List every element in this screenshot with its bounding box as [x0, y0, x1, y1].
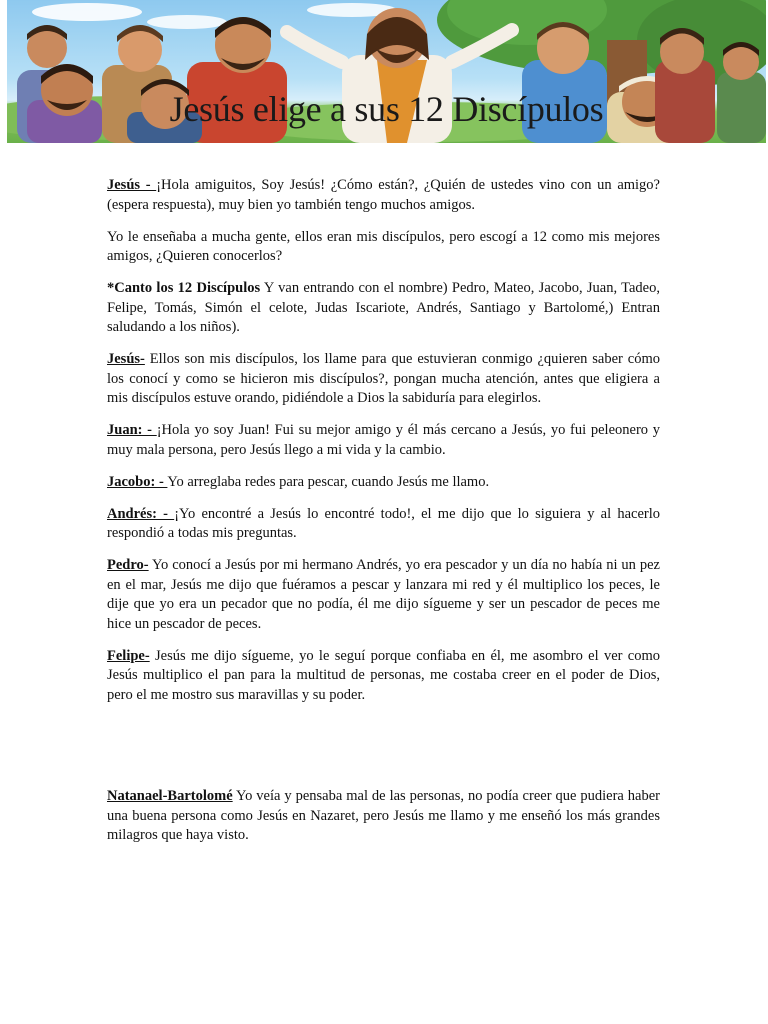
speaker-label: Felipe- — [107, 647, 150, 664]
paragraph-text: Yo veía y pensaba mal de las personas, no podía creer que pudiera haber una buena persona como Jesús en Nazaret, pero Jesús me llamo y me enseñó los más grandes milagros que haya visto. — [107, 788, 660, 843]
paragraph — [107, 647, 660, 706]
paragraph — [107, 473, 660, 493]
paragraph — [107, 505, 660, 544]
paragraph-text: ¡Yo encontré a Jesús lo encontré todo!, el me dijo que lo siguiera y al hacerlo respondió a todas mis preguntas. — [107, 505, 660, 541]
speaker-label: Juan: - — [107, 422, 157, 438]
speaker-label: Andrés: - — [107, 505, 175, 522]
speaker-label: Jesús - — [107, 177, 157, 193]
paragraph-text: Yo conocí a Jesús por mi hermano Andrés, yo era pescador y un día no había ni un pez en el mar, Jesús me dijo que fuéramos a pescar y lanzara mi red y él multiplico los peces, le dije que yo era un pecador que no podía, él me dijo sígueme y ser un pescador de peces me hice un pescador de peces. — [107, 557, 660, 632]
paragraph — [107, 556, 660, 634]
paragraph — [107, 787, 660, 846]
paragraph-text: Y van entrando con el nombre) Pedro, Mateo, Jacobo, Juan, Tadeo, Felipe, Tomás, Simón el celote, Judas Iscariote, Andrés, Santiago y Bartolomé,) Entran saludando a los niños). — [107, 280, 660, 335]
paragraph — [107, 228, 660, 267]
header-banner — [7, 0, 766, 143]
paragraph — [107, 350, 660, 409]
script-body — [107, 176, 660, 858]
paragraph — [107, 279, 660, 338]
page-title: Jesús elige a sus 12 Discípulos — [169, 89, 604, 129]
paragraph-text: Yo arreglaba redes para pescar, cuando Jesús me llamo. — [167, 473, 490, 490]
paragraph — [107, 176, 660, 215]
paragraph-text: ¡Hola yo soy Juan! Fui su mejor amigo y él más cercano a Jesús, yo fui peleonero y muy mala persona, pero Jesús llego a mi vida y la cambio. — [107, 422, 660, 458]
speaker-label: *Canto los 12 Discípulos — [107, 280, 261, 296]
paragraph — [107, 421, 660, 460]
speaker-label: Natanael-Bartolomé — [107, 788, 233, 804]
speaker-label: Pedro- — [107, 557, 149, 573]
paragraph-text: Yo le enseñaba a mucha gente, ellos eran mis discípulos, pero escogí a 12 como mis mejores amigos, ¿Quieren conocerlos? — [107, 228, 660, 264]
paragraph-text: Jesús me dijo sígueme, yo le seguí porque confiaba en él, me asombro el ver como Jesús multiplico el pan para la multitud de personas, me costaba creer en el poder de Dios, pero el me mostro sus maravillas y su poder. — [107, 647, 660, 703]
speaker-label: Jesús- — [107, 351, 145, 367]
speaker-label: Jacobo: - — [107, 473, 168, 490]
paragraph-text: Ellos son mis discípulos, los llame para que estuvieran conmigo ¿quieren saber cómo los conocí y como se hicieron mis discípulos?, pongan mucha atención, antes que eligiera a mis discípulos estuve orando, pidiéndole a Dios la sabiduría para elegirlos. — [107, 351, 660, 406]
paragraph-text: ¡Hola amiguitos, Soy Jesús! ¿Cómo están?, ¿Quién de ustedes vino con un amigo? (espera respuesta), muy bien yo también tengo muchos amigos. — [107, 177, 660, 213]
